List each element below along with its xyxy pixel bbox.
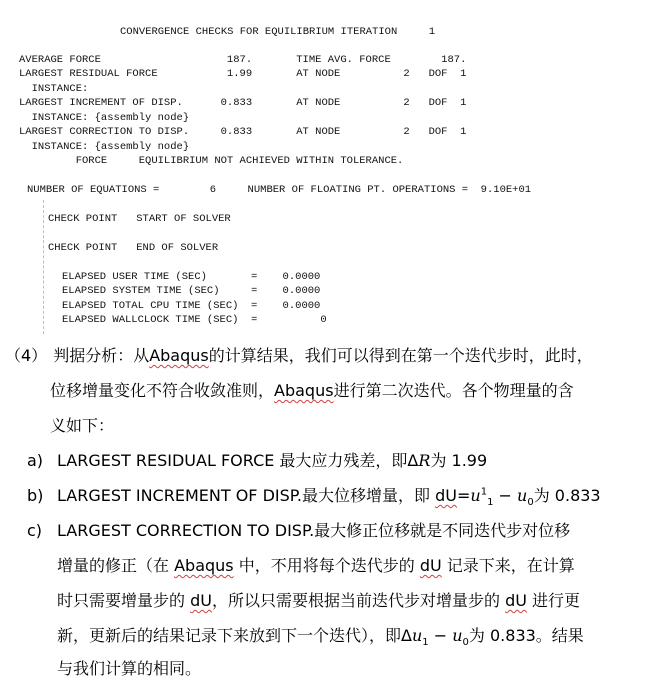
log-line: AVERAGE FORCE 187. TIME AVG. FORCE 187. [19,54,467,66]
analysis-line-2: 位移增量变化不符合收敛准则，Abaqus进行第二次迭代。各个物理量的含 [50,381,574,400]
log-equations: NUMBER OF EQUATIONS = 6 NUMBER OF FLOATING PT. OPERATIONS = 9.10E+01 [27,184,532,196]
abaqus-term: Abaqus [149,346,209,365]
item-a-label: a) [27,451,44,470]
item-c-line-5: 与我们计算的相同。 [57,659,202,678]
analysis-line-3: 义如下： [50,416,115,435]
abaqus-term: Abaqus [274,381,334,400]
log-line: LARGEST INCREMENT OF DISP. 0.833 AT NODE 2 DOF 1 [19,97,467,109]
item-c-line-4: 新，更新后的结果记录下来放到下一个迭代），即$\Delta u_1 - u_0$为 0.833。结果 [57,626,584,649]
section-number: （4） [5,346,48,365]
log-margin-rule [43,200,45,334]
log-line: FORCE EQUILIBRIUM NOT ACHIEVED WITHIN TOLERANCE. [19,155,404,167]
log-line: LARGEST CORRECTION TO DISP. 0.833 AT NODE 2 DOF 1 [19,126,467,138]
log-elapsed-line: ELAPSED TOTAL CPU TIME (SEC) = 0.0000 [62,300,321,312]
log-line: INSTANCE: [19,83,89,95]
item-b-text: LARGEST INCREMENT OF DISP.最大位移增量，即 $dU=u^1_1 - u_0$为 0.833 [57,486,601,509]
item-b-label: b) [27,486,44,505]
item-c-line-3: 时只需要增量步的 dU，所以只需要根据当前迭代步对增量步的 dU 进行更 [57,591,581,610]
item-a-text: LARGEST RESIDUAL FORCE 最大应力残差，即ΔR为 1.99 [57,451,488,470]
log-elapsed-line: ELAPSED USER TIME (SEC) = 0.0000 [62,271,321,283]
log-check-end: CHECK POINT END OF SOLVER [48,242,219,254]
item-c-label: c) [27,521,43,540]
log-line: LARGEST RESIDUAL FORCE 1.99 AT NODE 2 DOF 1 [19,68,467,80]
log-elapsed-line: ELAPSED WALLCLOCK TIME (SEC) = 0 [62,314,327,326]
log-elapsed-line: ELAPSED SYSTEM TIME (SEC) = 0.0000 [62,285,321,297]
log-header: CONVERGENCE CHECKS FOR EQUILIBRIUM ITERATION 1 [120,26,436,38]
log-line: INSTANCE: {assembly node} [19,112,190,124]
item-c-line-2: 增量的修正（在 Abaqus 中，不用将每个迭代步的 dU 记录下来，在计算 [57,556,575,575]
abaqus-term: Abaqus [174,556,234,575]
item-c-line-1: LARGEST CORRECTION TO DISP.最大修正位移就是不同迭代步对位移 [57,521,571,540]
analysis-line-1: （4） 判据分析：从Abaqus的计算结果，我们可以得到在第一个迭代步时，此时， [5,346,593,365]
log-check-start: CHECK POINT START OF SOLVER [48,213,231,225]
log-line: INSTANCE: {assembly node} [19,141,190,153]
